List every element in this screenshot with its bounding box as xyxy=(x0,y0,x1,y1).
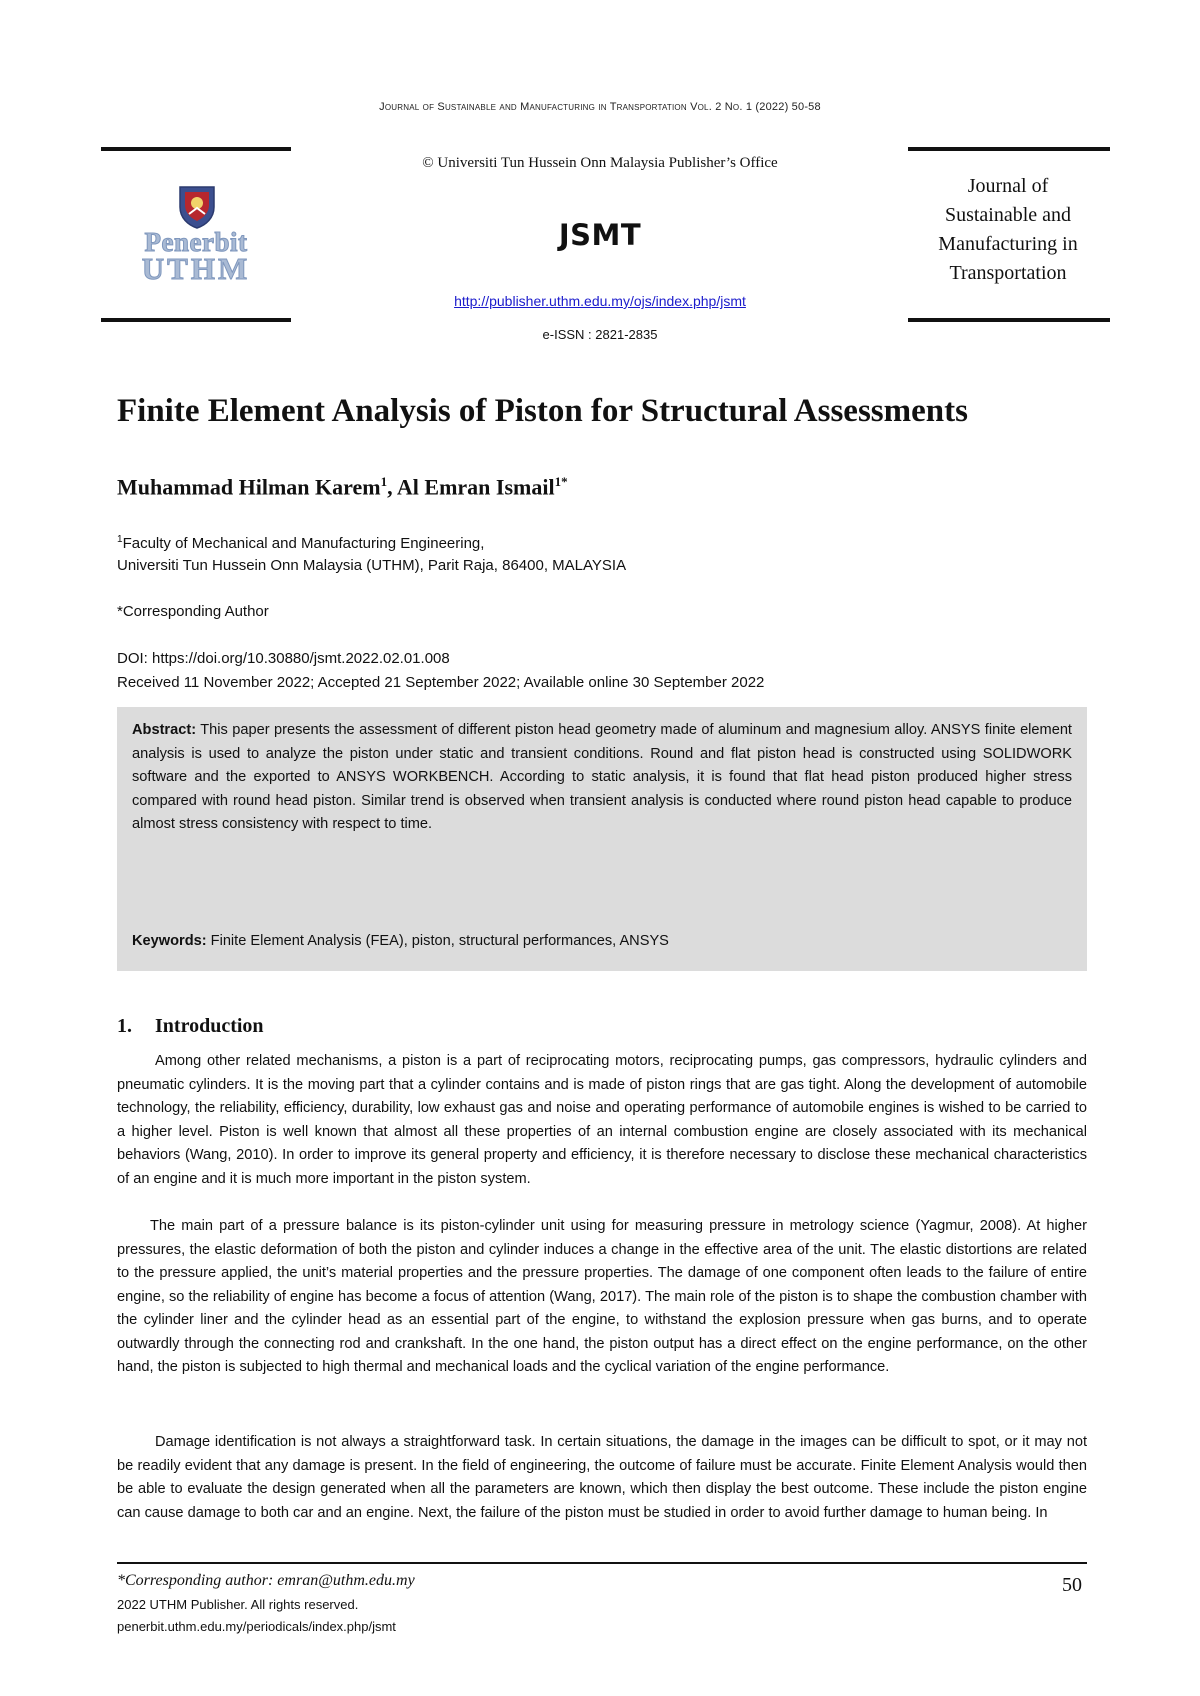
author-name: Al Emran Ismail xyxy=(396,474,555,500)
keywords xyxy=(132,933,669,949)
copyright-line: © Universiti Tun Hussein Onn Malaysia Publisher’s Office xyxy=(422,155,778,171)
section-number: 1. xyxy=(117,1015,132,1037)
issn: e-ISSN : 2821-2835 xyxy=(542,327,658,342)
journal-name-line: Manufacturing in xyxy=(938,233,1078,255)
abstract-label: Abstract: xyxy=(132,722,197,738)
abstract-body: This paper presents the assessment of different piston head geometry made of aluminum and magnesium alloy. ANSYS finite element analysis is used to analyze the piston under static and transient conditions. Round and flat piston head is constructed using SOLIDWORK software and the exported to ANSYS WORKBENCH. According to static analysis, it is found that flat head piston produced higher stress compared with round head piston. Similar trend is observed when transient analysis is conducted where round piston head capable to produce almost stress consistency with respect to time. xyxy=(132,722,1072,832)
abstract-box xyxy=(117,707,1087,971)
corresponding-author-footnote: *Corresponding author: emran@uthm.edu.my xyxy=(117,1572,415,1589)
intro-paragraph-1: Among other related mechanisms, a piston is a part of reciprocating motors, reciprocating pumps, gas compressors, hydraulic cylinders and pneumatic cylinders. It is the moving part that a cylinder contains and is made of piston rings that are gas tight. Along the development of automobile technology, the reliability, efficiency, durability, low exhaust gas and noise and operating performance of automobile engines is wished to be carried to a higher level. Piston is well known that almost all these properties of an internal combustion engine are closely associated with its mechanical behaviors (Wang, 2010). In order to improve its general property and efficiency, it is therefore necessary to disclose these mechanical characteristics of an engine and it is much more important in the piston system. xyxy=(117,1053,1087,1187)
affiliation-line-1 xyxy=(117,534,484,552)
affiliation-line-2: Universiti Tun Hussein Onn Malaysia (UTHM), Parit Raja, 86400, MALAYSIA xyxy=(117,557,627,574)
affiliation-mark: 1 xyxy=(117,534,123,545)
keywords-label: Keywords: xyxy=(132,933,207,949)
publisher-logo xyxy=(130,183,262,286)
logo-text-uthm: UTHM xyxy=(141,251,251,286)
footer-site: penerbit.uthm.edu.my/periodicals/index.php/jsmt xyxy=(117,1619,396,1634)
abstract-text xyxy=(132,719,1072,837)
running-head: Journal of Sustainable and Manufacturing in Transportation Vol. 2 No. 1 (2022) 50-58 xyxy=(379,101,821,113)
intro-paragraph-3: Damage identification is not always a straightforward task. In certain situations, the damage in the images can be difficult to spot, or it may not be readily evident that any damage is present. In the field of engineering, the outcome of failure must be accurate. Finite Element Analysis would then be able to evaluate the design generated when all the parameters are known, which then display the best outcome. These include the piston engine can cause damage to both car and an engine. Next, the failure of the piston must be studied in order to avoid further damage to human being. In xyxy=(117,1434,1087,1521)
header-rule-right-top xyxy=(908,147,1110,151)
intro-paragraph-2: The main part of a pressure balance is its piston-cylinder unit using for measuring pressure in metrology science (Yagmur, 2008). At higher pressures, the elastic deformation of both the piston and cylinder induces a change in the effective area of the unit. The elastic distortions are related to the pressure applied, the unit’s material properties and the pressure properties. The damage of one component often leads to the failure of entire engine, so the reliability of engine has become a focus of attention (Wang, 2017). The main role of the piston is to shape the combustion chamber with the cylinder liner and the cylinder head as an essential part of the engine, to withstand the explosion pressure when gas burns, and to operate outwardly through the connecting rod and crankshaft. In the one hand, the piston output has a direct effect on the engine performance, on the other hand, the piston is subjected to high thermal and mechanical loads and the cyclical variation of the engine performance. xyxy=(117,1218,1087,1375)
author-affiliation-mark: 1 xyxy=(380,474,388,489)
logo-text-penerbit: Penerbit xyxy=(144,227,248,257)
journal-name-line: Journal of xyxy=(967,175,1049,197)
journal-name-line: Transportation xyxy=(949,262,1067,284)
header-rule-right-bottom xyxy=(908,318,1110,322)
article-dates: Received 11 November 2022; Accepted 21 September 2022; Available online 30 September 2022 xyxy=(117,674,765,691)
doi: DOI: https://doi.org/10.30880/jsmt.2022.02.01.008 xyxy=(117,650,450,667)
section-heading-introduction xyxy=(117,1015,264,1038)
section-title: Introduction xyxy=(155,1015,264,1037)
crest-icon xyxy=(176,183,218,229)
affiliation-text: Faculty of Mechanical and Manufacturing Engineering, xyxy=(122,535,485,552)
page-number: 50 xyxy=(1062,1574,1082,1596)
author-list: Muhammad Hilman Karem$^1$, Al Emran Ismail$^{1*}$ xyxy=(117,474,568,500)
journal-url-link[interactable]: http://publisher.uthm.edu.my/ojs/index.php/jsmt xyxy=(454,293,746,309)
journal-name xyxy=(908,172,1108,288)
corresponding-author-note: *Corresponding Author xyxy=(117,603,269,620)
paper-title: Finite Element Analysis of Piston for Structural Assessments xyxy=(117,393,968,429)
rights-statement: 2022 UTHM Publisher. All rights reserved. xyxy=(117,1597,359,1612)
keywords-list: Finite Element Analysis (FEA), piston, structural performances, ANSYS xyxy=(206,933,669,949)
footer-rule xyxy=(117,1562,1087,1564)
author-name: Muhammad Hilman Karem xyxy=(117,474,381,500)
journal-acronym: JSMT xyxy=(558,218,642,252)
header-rule-left-top xyxy=(101,147,291,151)
author-affiliation-mark: 1* xyxy=(554,474,568,489)
journal-name-line: Sustainable and xyxy=(944,204,1072,226)
header-rule-left-bottom xyxy=(101,318,291,322)
